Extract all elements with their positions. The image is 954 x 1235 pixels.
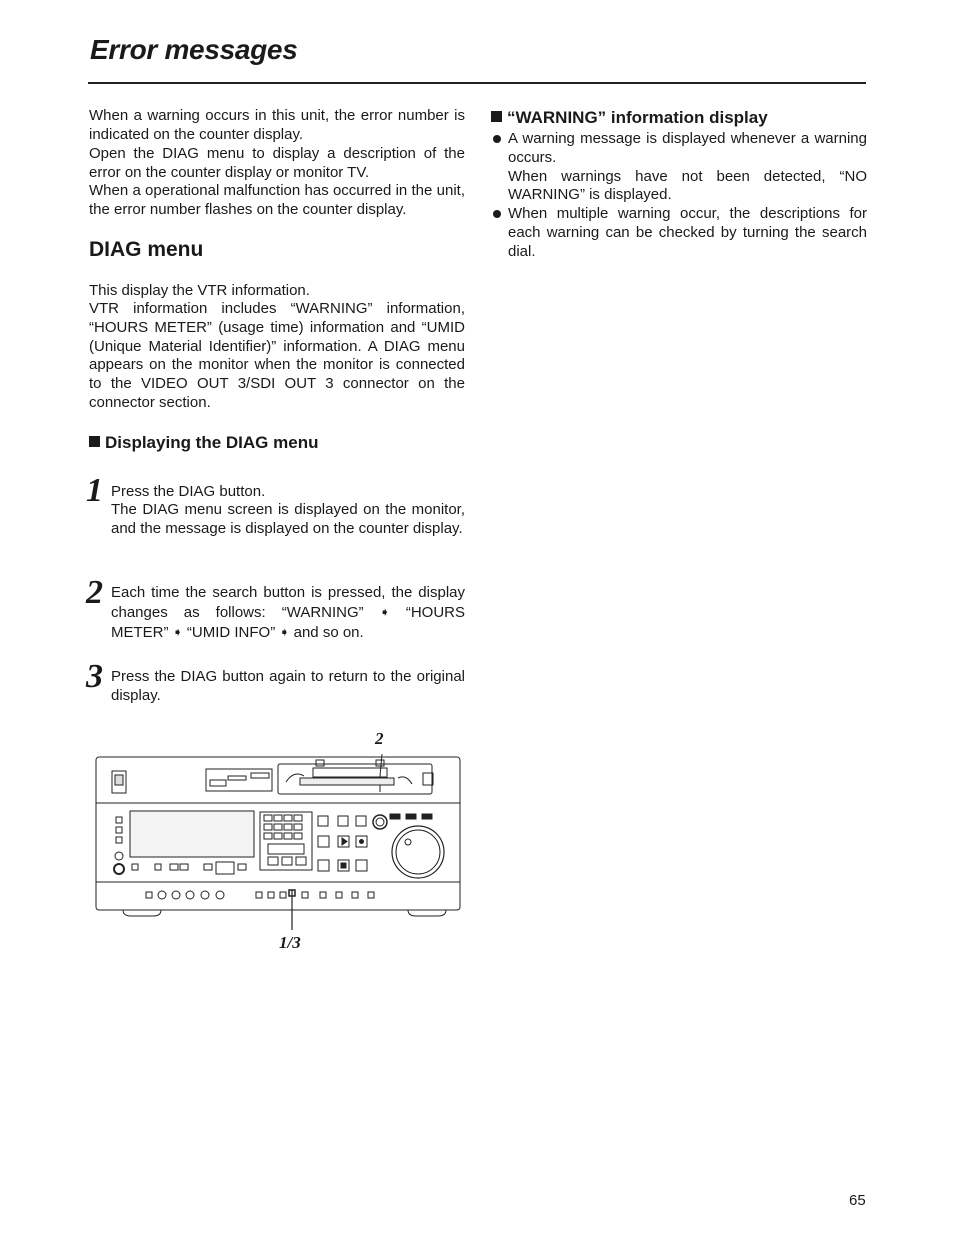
right-arrow-icon: ➧ bbox=[279, 624, 290, 639]
displaying-diag-heading bbox=[89, 433, 318, 453]
intro-paragraph-3: When a operational malfunction has occurred in the unit, the error number flashes on the counter display. bbox=[89, 182, 465, 218]
title-rule bbox=[88, 82, 866, 84]
step-2-text bbox=[111, 584, 465, 642]
bullet-dot-icon bbox=[493, 135, 501, 143]
figure-callout-2: 2 bbox=[375, 729, 384, 748]
square-bullet-icon bbox=[491, 111, 502, 122]
list-item bbox=[491, 205, 867, 261]
bullet-dot-icon bbox=[493, 210, 501, 218]
step-3-number: 3 bbox=[86, 658, 103, 695]
step-2-part-3: “UMID INFO” bbox=[182, 623, 280, 641]
figure-callout-1-3: 1/3 bbox=[279, 933, 301, 952]
diag-intro-2: VTR information includes “WARNING” information, “HOURS METER” (usage time) information and “UMID (Unique Material Identifier)” information. A DIAG menu appears on the monitor when the monitor is connected to the VIDEO OUT 3/SDI OUT 3 connector on the connector section. bbox=[89, 300, 465, 411]
page-number: 65 bbox=[849, 1192, 866, 1209]
right-arrow-icon: ➧ bbox=[379, 604, 390, 619]
displaying-diag-heading-text: Displaying the DIAG menu bbox=[105, 433, 319, 452]
step-2-part-2: “HOURS METER” bbox=[111, 603, 465, 641]
page-title: Error messages bbox=[90, 34, 298, 65]
intro-paragraph-2: Open the DIAG menu to display a description of the error on the counter display or monitor TV. bbox=[89, 145, 465, 181]
warning-bullet-list bbox=[491, 130, 867, 262]
diag-menu-heading: DIAG menu bbox=[89, 238, 204, 261]
step-2-part-4: and so on. bbox=[289, 623, 364, 641]
step-1-number: 1 bbox=[86, 472, 103, 509]
warning-info-heading bbox=[491, 108, 768, 128]
bullet-2-line-1: When multiple warning occur, the descriptions for each warning can be checked by turning the search dial. bbox=[508, 205, 867, 260]
list-item bbox=[491, 130, 867, 205]
step-2-part-1: Each time the search button is pressed, the display changes as follows: “WARNING” bbox=[111, 584, 465, 621]
step-1-line-2: The DIAG menu screen is displayed on the monitor, and the message is displayed on the counter display. bbox=[111, 501, 465, 537]
step-2-number: 2 bbox=[86, 574, 103, 611]
right-arrow-icon: ➧ bbox=[172, 624, 183, 639]
square-bullet-icon bbox=[89, 436, 100, 447]
diag-intro-1: This display the VTR information. bbox=[89, 282, 310, 299]
vtr-front-panel-illustration bbox=[88, 730, 468, 930]
warning-info-heading-text: “WARNING” information display bbox=[507, 108, 768, 127]
intro-paragraph-1: When a warning occurs in this unit, the error number is indicated on the counter display. bbox=[89, 107, 465, 143]
bullet-1-line-2: When warnings have not been detected, “NO WARNING” is displayed. bbox=[508, 167, 867, 204]
bullet-1-line-1: A warning message is displayed whenever a warning occurs. bbox=[508, 130, 867, 166]
step-3-text: Press the DIAG button again to return to the original display. bbox=[111, 668, 465, 704]
step-1-line-1: Press the DIAG button. bbox=[111, 483, 266, 500]
